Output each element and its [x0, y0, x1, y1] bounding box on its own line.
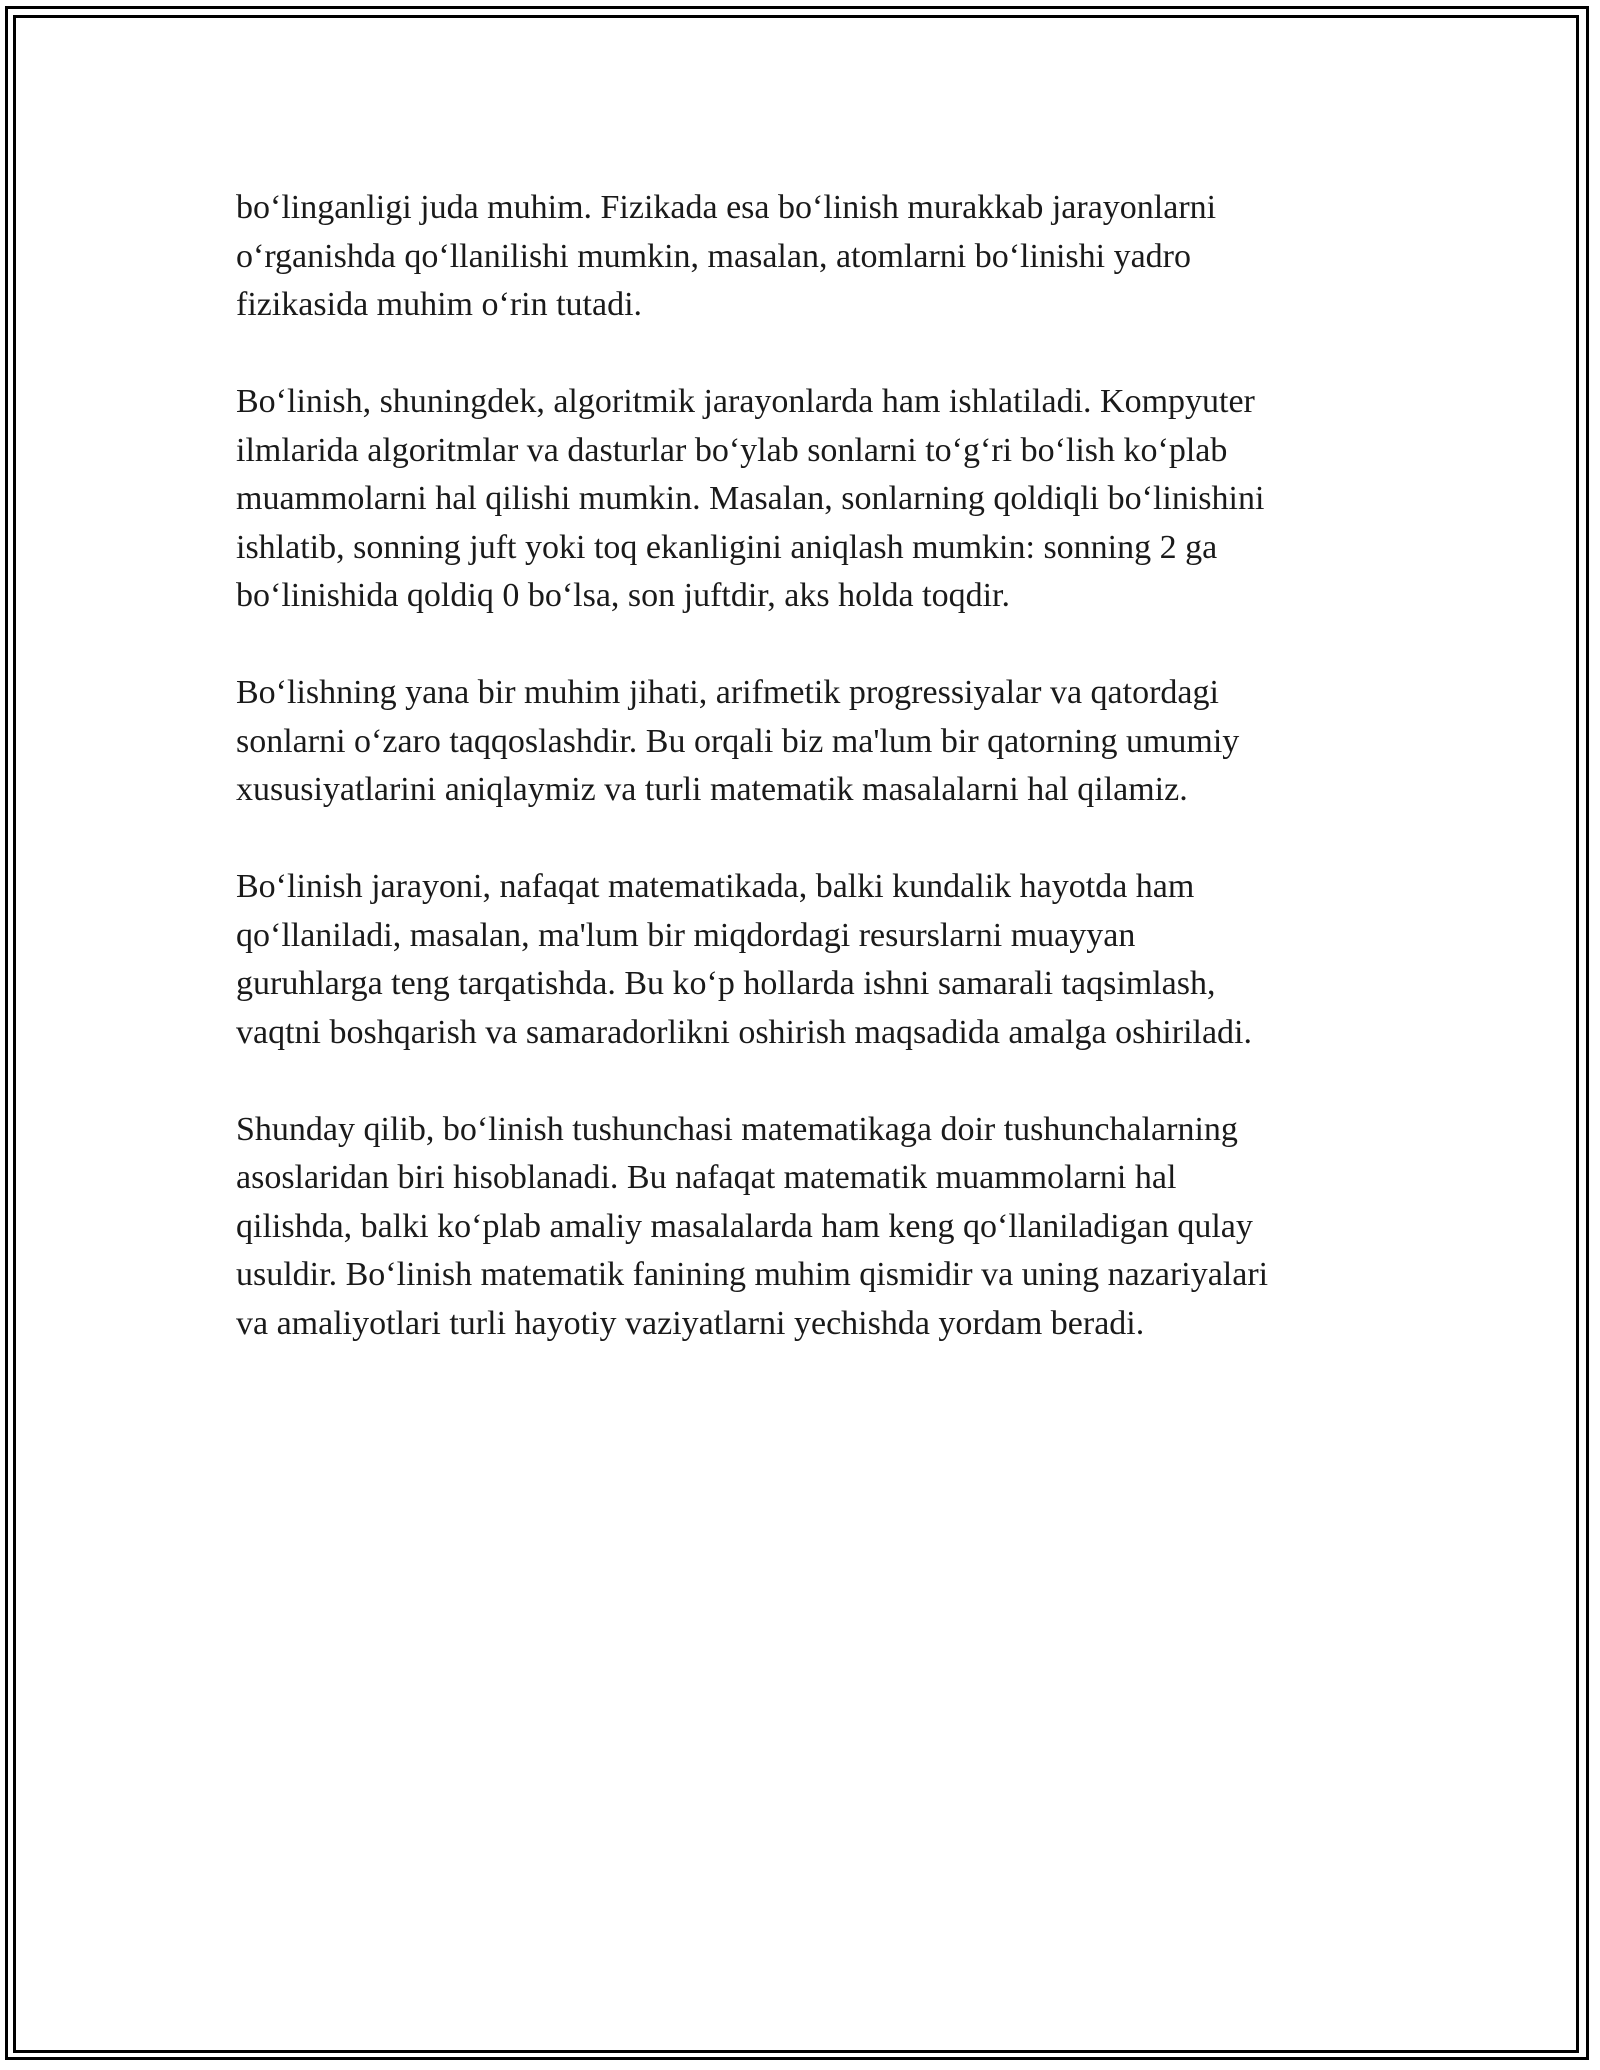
text-line: ilmlarida algoritmlar va dasturlar bo‘ylab sonlarni to‘g‘ri bo‘lish ko‘plab — [236, 431, 1228, 469]
paragraph-3 — [236, 669, 1366, 815]
text-line: usuldir. Bo‘linish matematik fanining muhim qismidir va uning nazariyalari — [236, 1256, 1269, 1293]
text-line: qilishda, balki ko‘plab amaliy masalalarda ham keng qo‘llaniladigan qulay — [236, 1207, 1253, 1245]
text-line: bo‘linganligi juda muhim. Fizikada esa bo‘linish murakkab jarayonlarni — [236, 189, 1217, 226]
document-body — [236, 184, 1366, 1397]
text-line: muammolarni hal qilishi mumkin. Masalan, sonlarning qoldiqli bo‘linishini — [236, 480, 1265, 517]
paragraph-5 — [236, 1106, 1366, 1349]
paragraph-1 — [236, 184, 1366, 330]
text-line: sonlarni o‘zaro taqqoslashdir. Bu orqali biz ma'lum bir qatorning umumiy — [236, 722, 1240, 760]
paragraph-4 — [236, 863, 1366, 1057]
text-line: xususiyatlarini aniqlaymiz va turli matematik masalalarni hal qilamiz. — [236, 771, 1188, 808]
text-line: o‘rganishda qo‘llanilishi mumkin, masalan, atomlarni bo‘linishi yadro — [236, 237, 1191, 275]
text-line: Bo‘linish, shuningdek, algoritmik jarayonlarda ham ishlatiladi. Kompyuter — [236, 383, 1255, 420]
text-line: ishlatib, sonning juft yoki toq ekanligini aniqlash mumkin: sonning 2 ga — [236, 528, 1218, 566]
text-line: vaqtni boshqarish va samaradorlikni oshirish maqsadida amalga oshiriladi. — [236, 1013, 1252, 1051]
text-line: Bo‘linish jarayoni, nafaqat matematikada, balki kundalik hayotda ham — [236, 868, 1195, 905]
text-line: qo‘llaniladi, masalan, ma'lum bir miqdordagi resurslarni muayyan — [236, 916, 1136, 954]
text-line: Bo‘lishning yana bir muhim jihati, arifmetik progressiyalar va qatordagi — [236, 674, 1219, 711]
paragraph-2 — [236, 378, 1366, 621]
text-line: asoslaridan biri hisoblanadi. Bu nafaqat matematik muammolarni hal — [236, 1159, 1177, 1196]
text-line: bo‘linishida qoldiq 0 bo‘lsa, son juftdir, aks holda toqdir. — [236, 577, 1010, 614]
text-line: guruhlarga teng tarqatishda. Bu ko‘p hollarda ishni samarali taqsimlash, — [236, 965, 1216, 1002]
text-line: va amaliyotlari turli hayotiy vaziyatlarni yechishda yordam beradi. — [236, 1304, 1145, 1342]
text-line: Shunday qilib, bo‘linish tushunchasi matematikaga doir tushunchalarning — [236, 1110, 1238, 1148]
text-line: fizikasida muhim o‘rin tutadi. — [236, 286, 643, 323]
